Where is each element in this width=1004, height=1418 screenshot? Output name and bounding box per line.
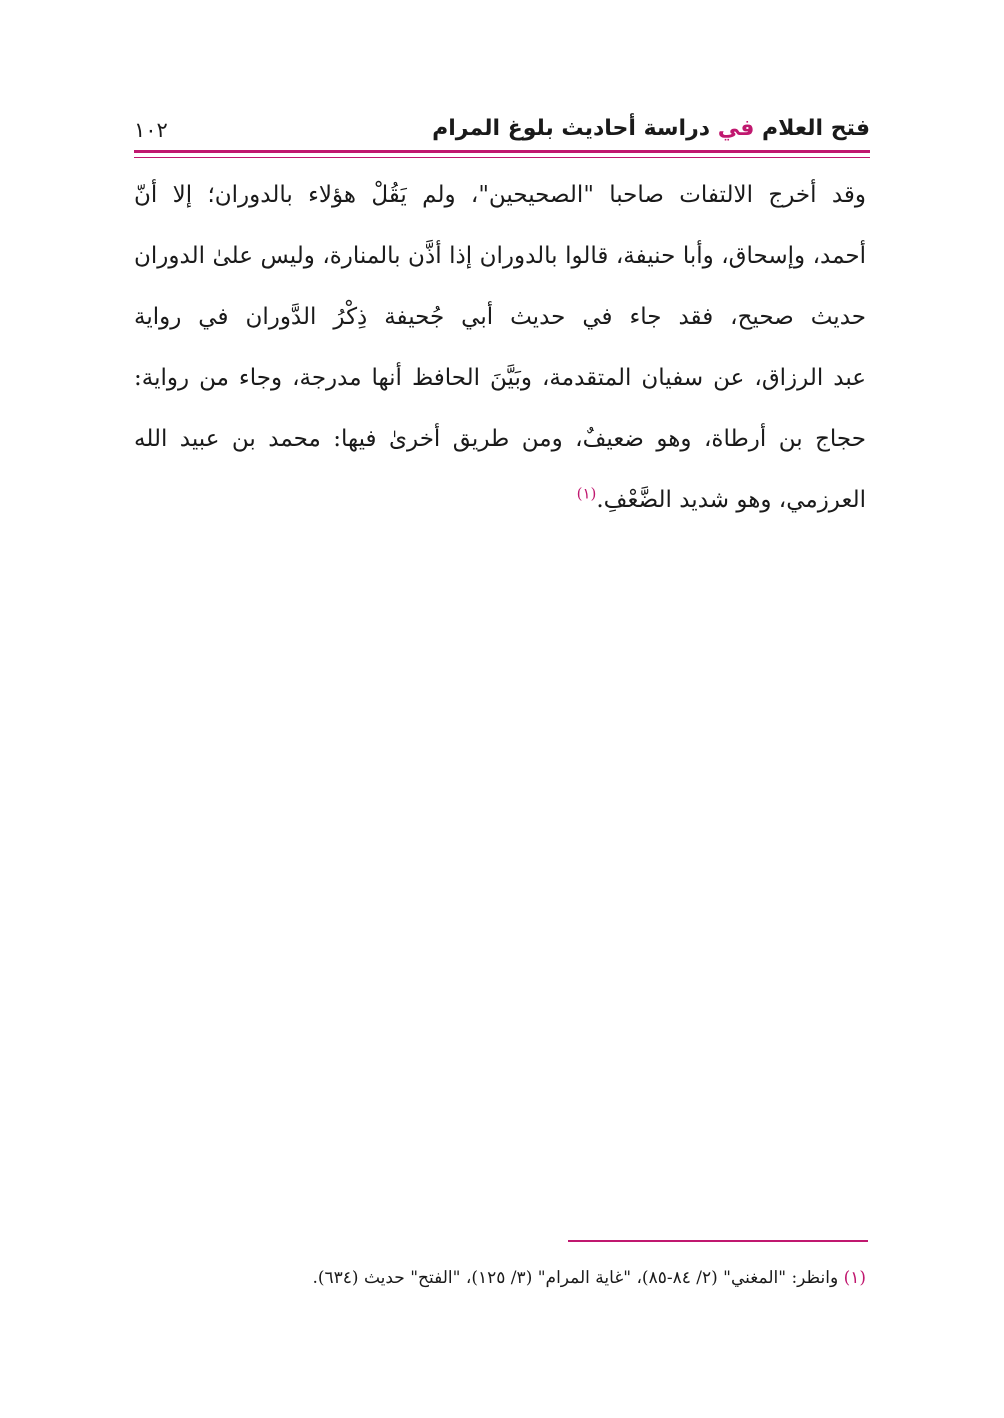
footnote — [134, 1263, 866, 1293]
footnote-number: (١) — [843, 1268, 866, 1288]
body-line-6-text: العرزمي، وهو شديد الضَّعْفِ. — [596, 487, 866, 513]
footnote-reference[interactable]: (١) — [576, 484, 597, 503]
body-line-1: وقد أخرج الالتفات صاحبا "الصحيحين"، ولم يَقُلْ هؤلاء بالدوران؛ إلا أنّ — [134, 182, 866, 208]
body-line-2: أحمد، وإسحاق، وأبا حنيفة، قالوا بالدوران إذا أذَّن بالمنارة، وليس علىٰ الدوران — [134, 243, 866, 269]
page-number: ١٠٢ — [134, 118, 168, 142]
running-header — [134, 112, 870, 152]
book-title-part2: دراسة أحاديث بلوغ المرام — [432, 116, 718, 141]
book-title-part1: فتح العلام — [754, 116, 870, 141]
footnote-separator — [568, 1240, 868, 1242]
footnote-text: وانظر: "المغني" (٢/ ٨٤-٨٥)، "غاية المرام" (٣/ ١٢٥)، "الفتح" حديث (٦٣٤). — [312, 1268, 844, 1288]
book-title — [432, 116, 870, 141]
body-line-5: حجاج بن أرطاة، وهو ضعيفٌ، ومن طريق أخرىٰ فيها: محمد بن عبيد الله — [134, 426, 866, 452]
header-rule-thin — [134, 157, 870, 158]
body-paragraph — [134, 165, 866, 531]
header-rule-thick — [134, 150, 870, 153]
body-line-3: حديث صحيح، فقد جاء في حديث أبي جُحيفة ذِكْرُ الدَّوران في رواية — [134, 304, 866, 330]
book-title-accent: في — [717, 116, 755, 141]
body-line-6 — [134, 470, 866, 531]
body-line-4: عبد الرزاق، عن سفيان المتقدمة، وبَيَّنَ الحافظ أنها مدرجة، وجاء من رواية: — [134, 365, 866, 391]
